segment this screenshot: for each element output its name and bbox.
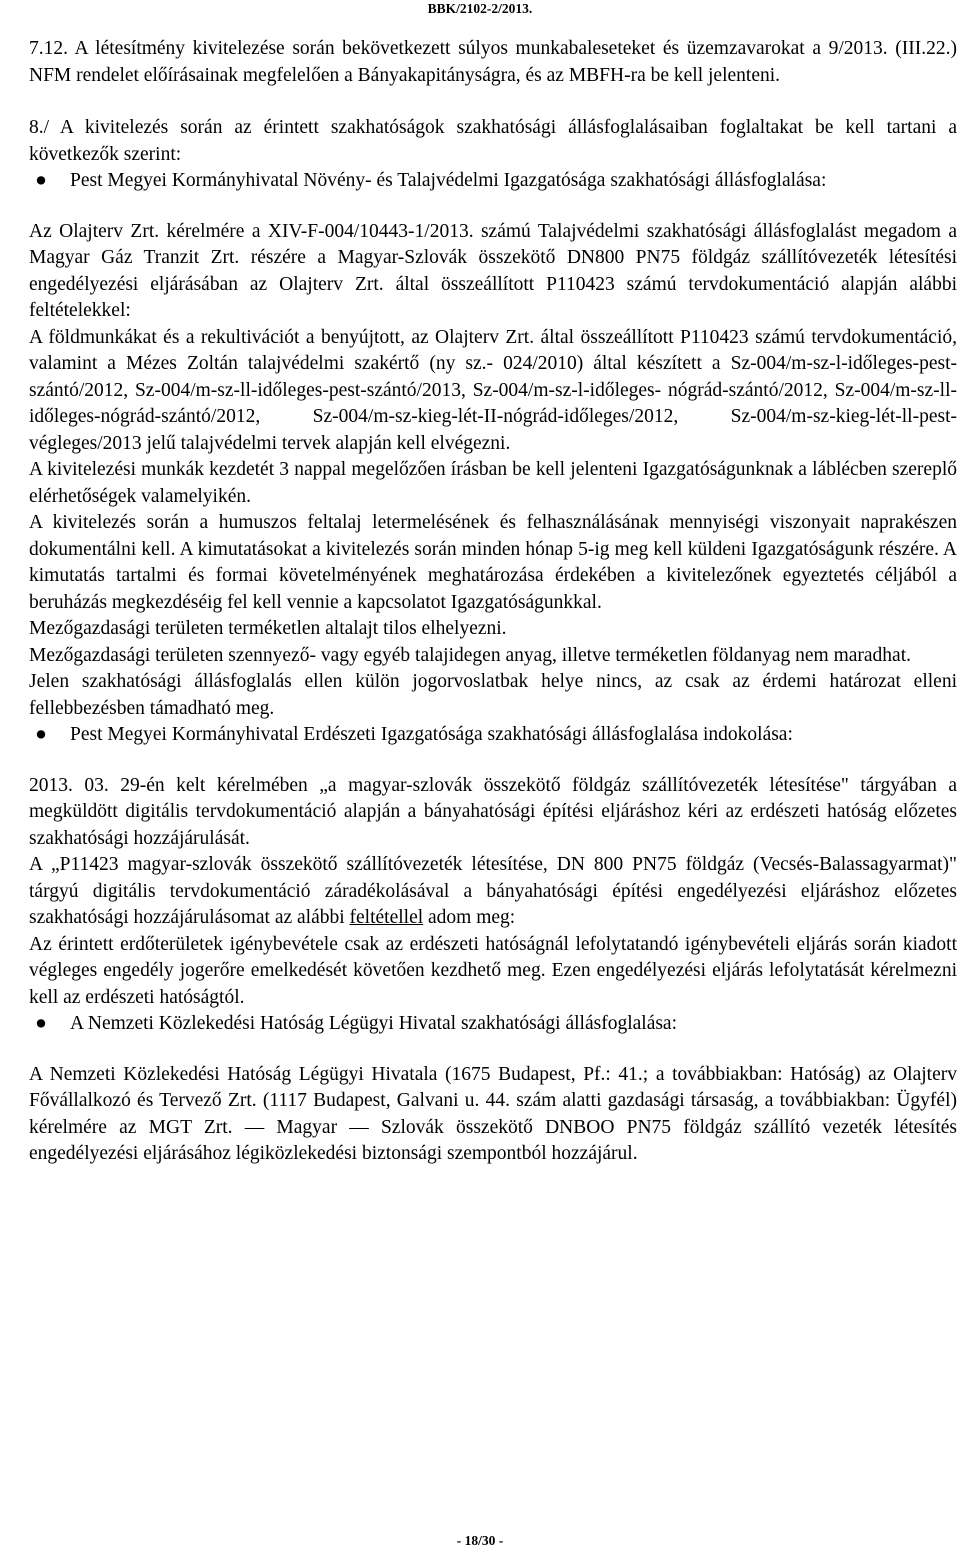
document-reference-header: BBK/2102-2/2013. [427,1,533,16]
page-number-footer: - 18/30 - [456,1533,504,1548]
section-heading-aviation: A Nemzeti Közlekedési Hatóság Légügyi Hivatal szakhatósági állásfoglalása: [70,1013,678,1034]
bullet-icon: ● [35,1013,47,1034]
soil-paragraph-2: A földmunkákat és a rekultivációt a benyújtott, az Olajterv Zrt. által összeállított P110423 számú tervdokumentáció, valamint a Mézes Zoltán talajvédelmi szakértő (ny sz.- 024/2010) által készített a Sz-004/m-sz-l-időleges-pest-szántó/2012, Sz-004/m-sz-ll-időleges-pest-szántó/2013, Sz-004/m-sz-l-időleges- nógrád-szántó/2012, Sz-004/m-sz-ll-időleges-nógrád-szántó/2012, Sz-004/m-sz-kieg-lét-II-nógrád-időleges/2012, Sz-004/m-sz-kieg-lét-ll-pest-végleges/2013 jelű talajvédelmi tervek alapján kell elvégezni. [29,326,957,454]
bullet-icon: ● [35,170,47,191]
paragraph-7-12: 7.12. A létesítmény kivitelezése során bekövetkezett súlyos munkabaleseteket és üzemzavarokat a 9/2013. (III.22.) NFM rendelet előírásainak megfelelően a Bányakapitányságra, és az MBFH-ra be kell jelenteni. [29,38,957,86]
forestry-paragraph-2-text: A „P11423 magyar-szlovák összekötő szállítóvezeték létesítése, DN 800 PN75 földgáz (Vecsés-Balassagyarmat)" tárgyú digitális tervdokumentáció záradékolásával a bányahatósági építési engedélyezési eljáráshoz előzetes szakhatósági hozzájárulásomat az alábbi [29,854,957,928]
soil-paragraph-4: A kivitelezés során a humuszos feltalaj letermelésének és felhasználásának mennyiségi viszonyait naprakészen dokumentálni kell. A kimutatásokat a kivitelezés során minden hónap 5-ig meg kell küldeni Igazgatóságunk részére. A kimutatás tartalmi és formai követelményének meghatározása érdekében a kivitelezőnek egyeztetés céljából a beruházás megkezdéséig fel kell vennie a kapcsolatot Igazgatóságunkkal. [29,512,957,613]
soil-paragraph-7: Jelen szakhatósági állásfoglalás ellen külön jogorvoslatbak helye nincs, az csak az érdemi határozat elleni fellebbezésben támadható meg. [29,671,957,719]
bullet-section-forestry [29,722,957,749]
forestry-paragraph-3: Az érintett erdőterületek igénybevétele csak az erdészeti hatóságnál lefolytatandó igénybevételi eljárás során kiadott végleges engedély jogerőre emelkedését követően kezdhető meg. Ezen engedélyezési eljárás lefolytatását kérelmezni kell az erdészeti hatóságtól. [29,933,957,1008]
bullet-section-aviation [29,1011,957,1038]
section-heading-forestry: Pest Megyei Kormányhivatal Erdészeti Igazgatósága szakhatósági állásfoglalása indokolása: [70,724,793,745]
forestry-paragraph-1: 2013. 03. 29-én kelt kérelmében „a magyar-szlovák összekötő földgáz szállítóvezeték létesítése" tárgyában a megküldött digitális tervdokumentáció alapján a bányahatósági építési eljáráshoz kéri az erdészeti hatóság előzetes szakhatósági hozzájárulását. [29,774,957,849]
bullet-icon: ● [35,724,47,745]
document-body [29,36,957,1168]
soil-paragraph-5: Mezőgazdasági területen terméketlen altalajt tilos elhelyezni. [29,618,507,639]
forestry-paragraph-2 [29,852,957,932]
bullet-section-soil-protection [29,168,957,195]
condition-underlined-word: feltétellel [349,907,424,928]
soil-paragraph-1: Az Olajterv Zrt. kérelmére a XIV-F-004/10443-1/2013. számú Talajvédelmi szakhatósági állásfoglalást megadom a Magyar Gáz Tranzit Zrt. részére a Magyar-Szlovák összekötő DN800 PN75 földgáz szállítóvezeték létesítési engedélyezési eljárásában az Olajterv Zrt. által összeállított P110423 számú tervdokumentáció alapján alábbi feltételekkel: [29,220,957,321]
paragraph-8: 8./ A kivitelezés során az érintett szakhatóságok szakhatósági állásfoglalásaiban foglaltakat be kell tartani a következők szerint: [29,117,957,165]
soil-paragraph-6: Mezőgazdasági területen szennyező- vagy egyéb talajidegen anyag, illetve terméketlen földanyag nem maradhat. [29,644,911,666]
aviation-paragraph-1: A Nemzeti Közlekedési Hatóság Légügyi Hivatala (1675 Budapest, Pf.: 41.; a továbbiakban: Hatóság) az Olajterv Fővállalkozó és Tervező Zrt. (1117 Budapest, Galvani u. 44. szám alatti gazdasági társaság, a továbbiakban: Ügyfél) kérelmére az MGT Zrt. — Magyar — Szlovák összekötő DNBOO PN75 földgáz szállító vezeték létesítés engedélyezési eljárásához légiközlekedési biztonsági szempontból hozzájárul. [29,1063,957,1164]
section-heading-soil-protection: Pest Megyei Kormányhivatal Növény- és Talajvédelmi Igazgatósága szakhatósági állásfoglalása: [70,170,827,191]
forestry-paragraph-2-end: adom meg: [423,907,516,928]
soil-paragraph-3: A kivitelezési munkák kezdetét 3 nappal megelőzően írásban be kell jelenteni Igazgatóságunknak a láblécben szereplő elérhetőségek valamelyikén. [29,459,957,507]
